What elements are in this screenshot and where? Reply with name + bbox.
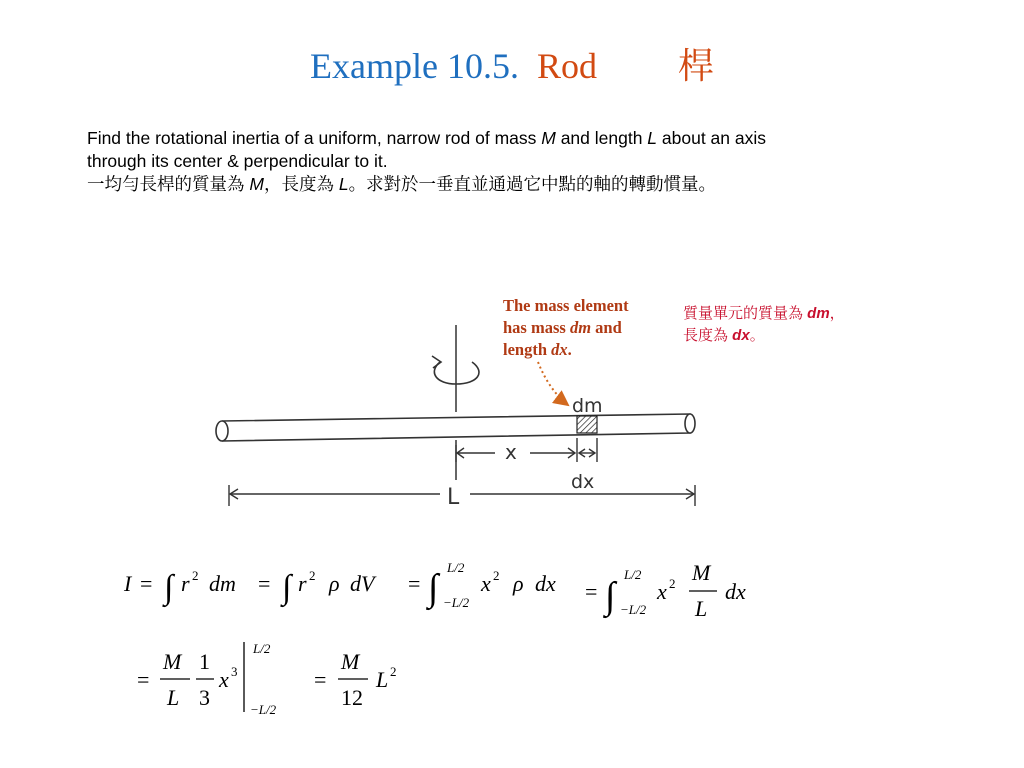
eq-lower: −L/2 xyxy=(250,702,277,717)
problem-text-zh: ，長度為 xyxy=(263,174,339,194)
side-note-text: ， xyxy=(829,305,845,322)
eq-L: L xyxy=(167,685,180,710)
label-dm: dm xyxy=(572,395,603,417)
eq-equals: = xyxy=(137,667,150,692)
eq-equals: = xyxy=(585,579,598,604)
eq-integral: ∫ xyxy=(282,569,292,606)
eq-M: M xyxy=(341,649,360,674)
eq-M: M xyxy=(163,649,182,674)
eq-equals: = xyxy=(314,667,327,692)
dx-symbol: dx xyxy=(732,327,750,344)
eq-exp: 2 xyxy=(493,568,500,583)
label-L: L xyxy=(447,485,460,510)
eq-dx: dx xyxy=(725,579,746,604)
label-x: x xyxy=(505,440,517,464)
title-main: Example 10.5. xyxy=(310,46,519,86)
mass-symbol: M xyxy=(249,174,264,194)
eq-equals: = xyxy=(258,571,271,596)
eq-upper: L/2 xyxy=(624,567,642,582)
problem-text: and length xyxy=(555,128,648,148)
title-chinese: 桿 xyxy=(677,46,714,86)
eq-rho: ρ xyxy=(329,571,340,596)
title-rod: Rod xyxy=(536,46,597,86)
rod xyxy=(216,414,695,441)
problem-text-zh: 。求對於一垂直並通過它中點的軸的轉動慣量。 xyxy=(348,174,717,194)
eq-integral: ∫ xyxy=(605,575,616,617)
problem-text-zh: 一均勻長桿的質量為 xyxy=(87,174,250,194)
eq-equals: = xyxy=(408,571,421,596)
eq-dV: dV xyxy=(350,571,375,596)
length-symbol: L xyxy=(338,174,349,194)
side-note-text: 長度為 xyxy=(683,327,733,344)
eq-upper: L/2 xyxy=(447,560,465,575)
eq-I: I xyxy=(124,571,132,596)
eq-r: r xyxy=(298,571,307,596)
length-symbol: L xyxy=(647,128,658,148)
eq-L: L xyxy=(376,667,389,692)
eq-L: L xyxy=(695,596,708,621)
eq-M: M xyxy=(692,560,711,585)
x-dimension xyxy=(456,438,597,462)
eq-equals: = xyxy=(140,571,153,596)
eq-integral: ∫ xyxy=(164,569,174,606)
eq-integral: ∫ xyxy=(428,567,439,609)
eq-lower: −L/2 xyxy=(443,595,470,610)
eq-exp: 2 xyxy=(669,576,676,591)
annotation-line-2: has mass dm and xyxy=(503,318,622,337)
side-note-text: 。 xyxy=(749,327,765,344)
eq-x: x xyxy=(219,667,229,692)
eq-exp: 2 xyxy=(192,568,199,583)
equation-block xyxy=(123,560,746,717)
eq-dm: dm xyxy=(209,571,236,596)
length-dimension xyxy=(229,485,695,506)
dm-symbol: dm xyxy=(807,305,830,322)
eq-lower: −L/2 xyxy=(620,602,647,617)
mass-symbol: M xyxy=(541,128,556,148)
annotation-arrow xyxy=(538,362,568,405)
eq-exp: 2 xyxy=(309,568,316,583)
problem-text: about an axis xyxy=(657,128,766,148)
eq-x: x xyxy=(481,571,491,596)
annotation-line-3: length dx. xyxy=(503,340,572,359)
problem-line-2: through its center & perpendicular to it. xyxy=(87,151,388,171)
eq-three: 3 xyxy=(199,685,210,710)
eq-one: 1 xyxy=(199,649,210,674)
eq-twelve: 12 xyxy=(341,685,363,710)
eq-rho: ρ xyxy=(513,571,524,596)
annotation-line-1: The mass element xyxy=(503,296,629,315)
problem-text: Find the rotational inertia of a uniform, narrow rod of mass xyxy=(87,128,542,148)
eq-exp: 2 xyxy=(390,664,397,679)
eq-x: x xyxy=(657,579,667,604)
eq-upper: L/2 xyxy=(253,641,271,656)
mass-element xyxy=(577,416,597,433)
label-dx: dx xyxy=(571,471,595,493)
side-note-text: 質量單元的質量為 xyxy=(683,305,808,322)
eq-r: r xyxy=(181,571,190,596)
eq-dx: dx xyxy=(535,571,556,596)
eq-exp: 3 xyxy=(231,664,238,679)
